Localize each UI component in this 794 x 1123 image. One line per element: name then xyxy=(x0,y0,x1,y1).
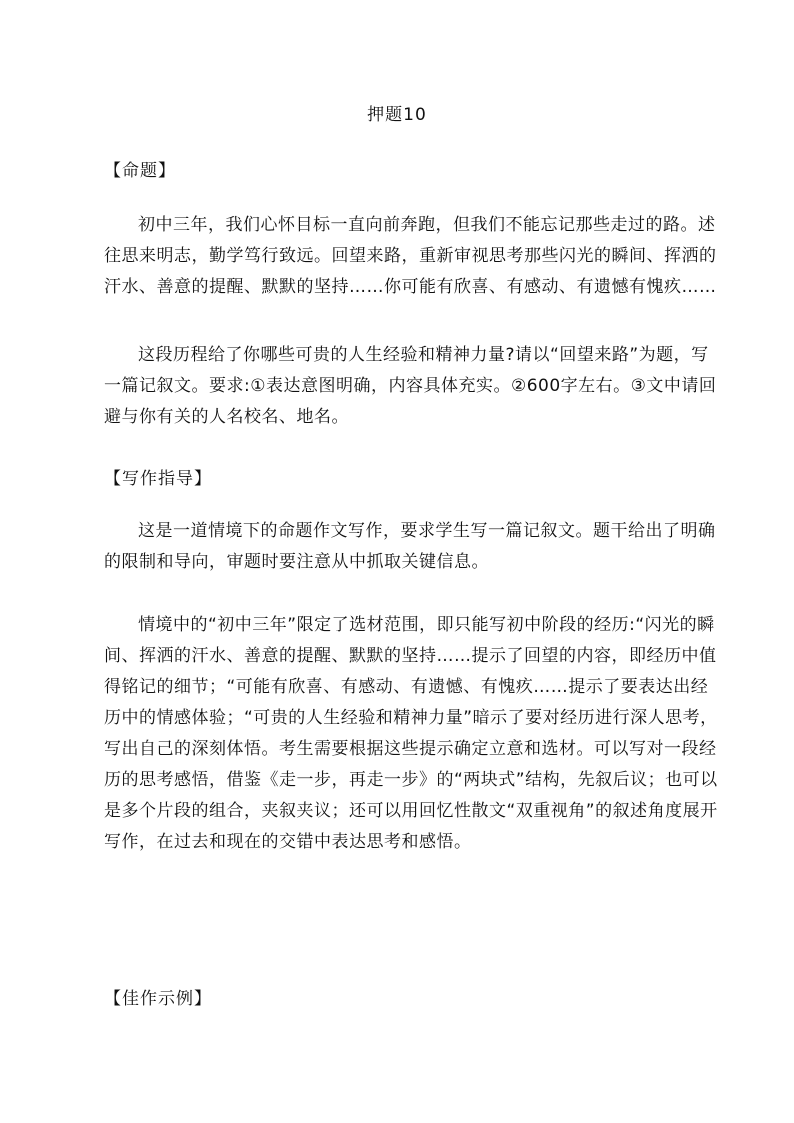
paragraph-proposition-1: 初中三年，我们心怀目标一直向前奔跑，但我们不能忘记那些走过的路。述往思来明志，勤学笃行致远。回望来路，重新审视思考那些闪光的瞬间、挥洒的汗水、善意的提醒、默默的坚持……你可能有欣喜、有感动、有遗憾有愧疚…… xyxy=(104,215,717,297)
paragraph-guide-2: 情境中的“初中三年”限定了选材范围，即只能写初中阶段的经历:“闪光的瞬间、挥洒的汗水、善意的提醒、默默的坚持……提示了回望的内容，即经历中值得铭记的细节；“可能有欣喜、有感动、有遗憾、有愧疚……提示了要表达出经历中的情感体验；“可贵的人生经验和精神力量”暗示了要对经历进行深人思考，写出自己的深刻体悟。考生需要根据这些提示确定立意和选材。可以写对一段经历的思考感悟，借鉴《走一步，再走一步》的“两块式”结构，先叙后议；也可以是多个片段的组合，夹叙夹议；还可以用回忆性散文“双重视角”的叙述角度展开写作，在过去和现在的交错中表达思考和感悟。 xyxy=(104,615,718,852)
document-title: 押题10 xyxy=(367,105,427,125)
paragraph-proposition-2: 这段历程给了你哪些可贵的人生经验和精神力量?请以“回望来路”为题，写一篇记叙文。要求:①表达意图明确，内容具体充实。②600字左右。③文中请回避与你有关的人名校名、地名。 xyxy=(104,345,717,427)
section-heading-proposition: 【命题】 xyxy=(104,161,176,181)
paragraph-guide-1: 这是一道情境下的命题作文写作，要求学生写一篇记叙文。题干给出了明确的限制和导向，审题时要注意从中抓取关键信息。 xyxy=(104,521,716,572)
section-heading-example: 【佳作示例】 xyxy=(104,989,212,1009)
section-heading-writing-guide: 【写作指导】 xyxy=(104,469,212,489)
